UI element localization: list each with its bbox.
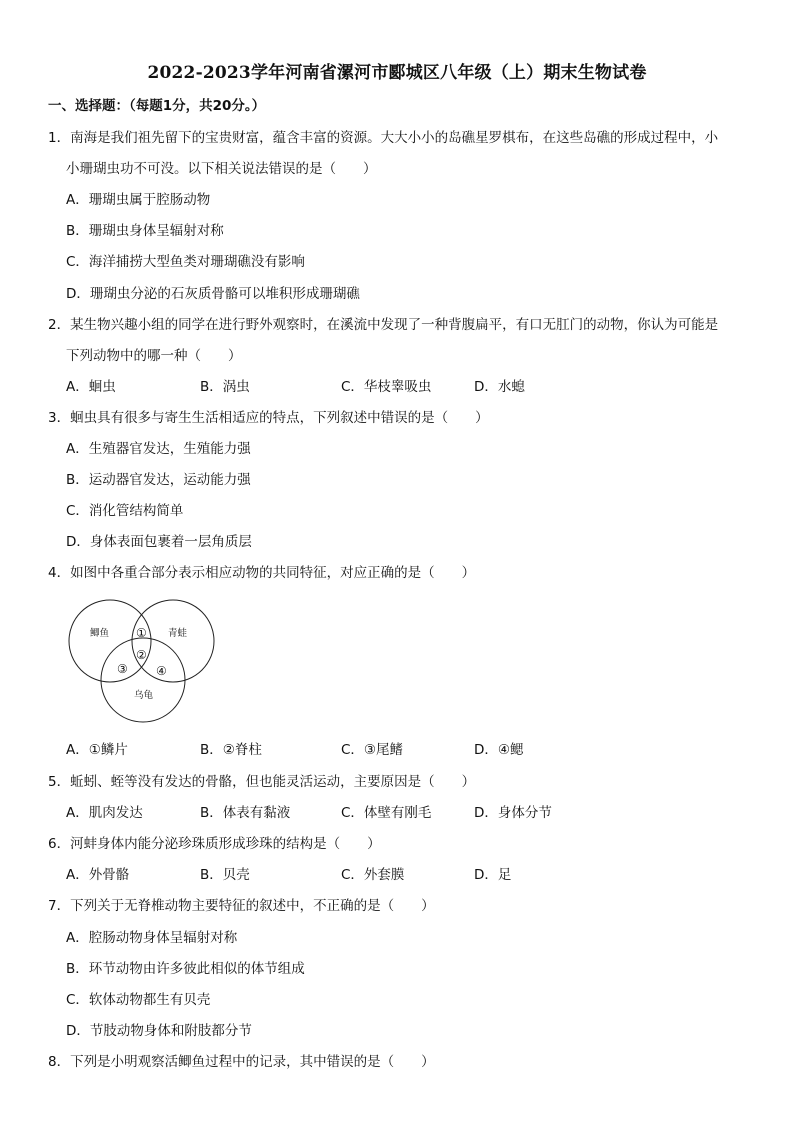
question-6-option-c[interactable]: C．外套膜 bbox=[341, 867, 405, 883]
question-1-stem-line1: 1．南海是我们祖先留下的宝贵财富，蕴含丰富的资源。大大小小的岛礁星罗棋布，在这些岛礁的形成过程中，小 bbox=[48, 130, 719, 146]
question-4-option-a[interactable]: A．①鳞片 bbox=[66, 742, 128, 758]
question-7-stem: 7．下列关于无脊椎动物主要特征的叙述中，不正确的是（ ） bbox=[48, 898, 435, 914]
venn-circle-right bbox=[132, 600, 214, 682]
question-2-stem-line1: 2．某生物兴趣小组的同学在进行野外观察时，在溪流中发现了一种背腹扁平，有口无肛门的动物，你认为可能是 bbox=[48, 317, 719, 333]
venn-region-3: ③ bbox=[117, 662, 128, 676]
question-7-option-c[interactable]: C．软体动物都生有贝壳 bbox=[66, 992, 211, 1008]
venn-circle-left bbox=[69, 600, 151, 682]
question-5-option-d[interactable]: D．身体分节 bbox=[474, 805, 552, 821]
question-2-option-b[interactable]: B．涡虫 bbox=[200, 379, 250, 395]
question-2-stem-line2: 下列动物中的哪一种（ ） bbox=[66, 348, 242, 364]
question-2-option-d[interactable]: D．水螅 bbox=[474, 379, 525, 395]
question-3-option-a[interactable]: A．生殖器官发达，生殖能力强 bbox=[66, 441, 251, 457]
question-7-option-b[interactable]: B．环节动物由许多彼此相似的体节组成 bbox=[66, 961, 305, 977]
question-5-stem: 5．蚯蚓、蛭等没有发达的骨骼，但也能灵活运动，主要原因是（ ） bbox=[48, 774, 476, 790]
question-5-option-a[interactable]: A．肌肉发达 bbox=[66, 805, 143, 821]
question-8-stem: 8．下列是小明观察活鲫鱼过程中的记录，其中错误的是（ ） bbox=[48, 1054, 435, 1070]
venn-region-1: ① bbox=[136, 626, 147, 640]
question-4-stem: 4．如图中各重合部分表示相应动物的共同特征，对应正确的是（ ） bbox=[48, 565, 476, 581]
venn-diagram bbox=[62, 596, 222, 728]
question-2-option-a[interactable]: A．蛔虫 bbox=[66, 379, 116, 395]
question-4-option-c[interactable]: C．③尾鳍 bbox=[341, 742, 404, 758]
section-heading: 一、选择题：（每题1分，共20分。） bbox=[48, 98, 266, 114]
venn-region-2: ② bbox=[136, 648, 147, 662]
question-3-option-b[interactable]: B．运动器官发达，运动能力强 bbox=[66, 472, 251, 488]
question-1-stem-line2: 小珊瑚虫功不可没。以下相关说法错误的是（ ） bbox=[66, 161, 377, 177]
venn-label-right: 青蛙 bbox=[168, 628, 188, 639]
question-3-option-c[interactable]: C．消化管结构简单 bbox=[66, 503, 184, 519]
question-6-stem: 6．河蚌身体内能分泌珍珠质形成珍珠的结构是（ ） bbox=[48, 836, 381, 852]
question-6-option-a[interactable]: A．外骨骼 bbox=[66, 867, 130, 883]
question-4-option-b[interactable]: B．②脊柱 bbox=[200, 742, 262, 758]
question-1-option-c[interactable]: C．海洋捕捞大型鱼类对珊瑚礁没有影响 bbox=[66, 254, 305, 270]
question-6-option-d[interactable]: D．足 bbox=[474, 867, 512, 883]
venn-region-4: ④ bbox=[156, 664, 167, 678]
question-1-option-b[interactable]: B．珊瑚虫身体呈辐射对称 bbox=[66, 223, 224, 239]
venn-label-left: 鲫鱼 bbox=[90, 628, 110, 639]
question-5-option-b[interactable]: B．体表有黏液 bbox=[200, 805, 291, 821]
question-7-option-d[interactable]: D．节肢动物身体和附肢都分节 bbox=[66, 1023, 252, 1039]
question-5-option-c[interactable]: C．体壁有刚毛 bbox=[341, 805, 432, 821]
question-4-option-d[interactable]: D．④鳃 bbox=[474, 742, 524, 758]
question-1-option-d[interactable]: D．珊瑚虫分泌的石灰质骨骼可以堆积形成珊瑚礁 bbox=[66, 286, 360, 302]
venn-label-bottom: 乌龟 bbox=[134, 690, 154, 701]
exam-title: 2022-2023学年河南省漯河市郾城区八年级（上）期末生物试卷 bbox=[147, 63, 647, 83]
question-2-option-c[interactable]: C．华枝睾吸虫 bbox=[341, 379, 432, 395]
question-1-option-a[interactable]: A．珊瑚虫属于腔肠动物 bbox=[66, 192, 211, 208]
question-6-option-b[interactable]: B．贝壳 bbox=[200, 867, 250, 883]
question-3-stem: 3．蛔虫具有很多与寄生生活相适应的特点，下列叙述中错误的是（ ） bbox=[48, 410, 489, 426]
question-7-option-a[interactable]: A．腔肠动物身体呈辐射对称 bbox=[66, 930, 238, 946]
question-3-option-d[interactable]: D．身体表面包裹着一层角质层 bbox=[66, 534, 252, 550]
